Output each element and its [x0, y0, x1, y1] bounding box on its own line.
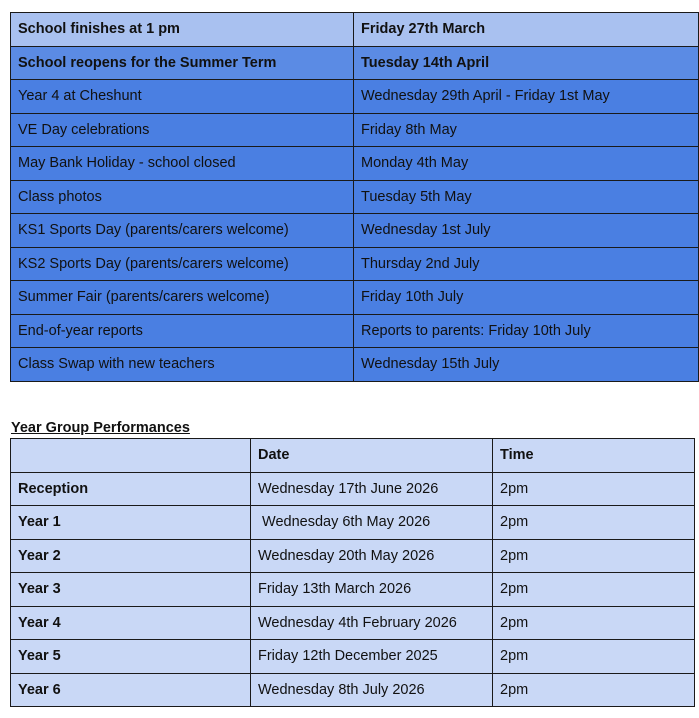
year-group-cell: Year 3 [11, 573, 251, 607]
year-group-cell: Year 4 [11, 606, 251, 640]
column-header-group [11, 439, 251, 473]
column-header-date: Date [251, 439, 493, 473]
table-row [11, 180, 699, 214]
date-cell: Friday 12th December 2025 [251, 640, 493, 674]
column-header-time: Time [493, 439, 695, 473]
event-cell: May Bank Holiday - school closed [11, 147, 354, 181]
table-row [11, 606, 695, 640]
time-cell: 2pm [493, 673, 695, 707]
date-cell: Friday 27th March [354, 13, 699, 47]
event-cell: VE Day celebrations [11, 113, 354, 147]
date-cell: Wednesday 8th July 2026 [251, 673, 493, 707]
table-row [11, 147, 699, 181]
header-row [11, 439, 695, 473]
date-cell: Friday 8th May [354, 113, 699, 147]
date-cell: Wednesday 1st July [354, 214, 699, 248]
time-cell: 2pm [493, 472, 695, 506]
performances-table [10, 438, 695, 707]
time-cell: 2pm [493, 640, 695, 674]
date-cell: Wednesday 15th July [354, 348, 699, 382]
event-cell: End-of-year reports [11, 314, 354, 348]
table-row [11, 573, 695, 607]
event-cell: School finishes at 1 pm [11, 13, 354, 47]
date-cell: Tuesday 14th April [354, 46, 699, 80]
time-cell: 2pm [493, 539, 695, 573]
date-cell: Wednesday 20th May 2026 [251, 539, 493, 573]
event-cell: Class Swap with new teachers [11, 348, 354, 382]
table-row [11, 281, 699, 315]
date-cell: Thursday 2nd July [354, 247, 699, 281]
table-row [11, 640, 695, 674]
table-row [11, 80, 699, 114]
year-group-cell: Year 1 [11, 506, 251, 540]
table-row [11, 46, 699, 80]
year-group-cell: Reception [11, 472, 251, 506]
table-row [11, 539, 695, 573]
date-cell: Wednesday 29th April - Friday 1st May [354, 80, 699, 114]
date-cell: Friday 10th July [354, 281, 699, 315]
key-dates-table [10, 12, 699, 382]
time-cell: 2pm [493, 506, 695, 540]
table-row [11, 314, 699, 348]
year-group-cell: Year 5 [11, 640, 251, 674]
time-cell: 2pm [493, 606, 695, 640]
table-row [11, 247, 699, 281]
table-row [11, 214, 699, 248]
performances-heading: Year Group Performances [11, 420, 190, 436]
event-cell: School reopens for the Summer Term [11, 46, 354, 80]
event-cell: Summer Fair (parents/carers welcome) [11, 281, 354, 315]
table-row [11, 113, 699, 147]
time-cell: 2pm [493, 573, 695, 607]
date-cell: Reports to parents: Friday 10th July [354, 314, 699, 348]
table-row [11, 506, 695, 540]
year-group-cell: Year 6 [11, 673, 251, 707]
date-cell: Wednesday 17th June 2026 [251, 472, 493, 506]
table-row [11, 472, 695, 506]
date-cell: Monday 4th May [354, 147, 699, 181]
date-cell: Friday 13th March 2026 [251, 573, 493, 607]
event-cell: KS1 Sports Day (parents/carers welcome) [11, 214, 354, 248]
table-row [11, 348, 699, 382]
date-cell: Tuesday 5th May [354, 180, 699, 214]
table-row [11, 13, 699, 47]
date-cell: Wednesday 6th May 2026 [251, 506, 493, 540]
table-row [11, 673, 695, 707]
date-cell: Wednesday 4th February 2026 [251, 606, 493, 640]
event-cell: KS2 Sports Day (parents/carers welcome) [11, 247, 354, 281]
year-group-cell: Year 2 [11, 539, 251, 573]
event-cell: Year 4 at Cheshunt [11, 80, 354, 114]
event-cell: Class photos [11, 180, 354, 214]
